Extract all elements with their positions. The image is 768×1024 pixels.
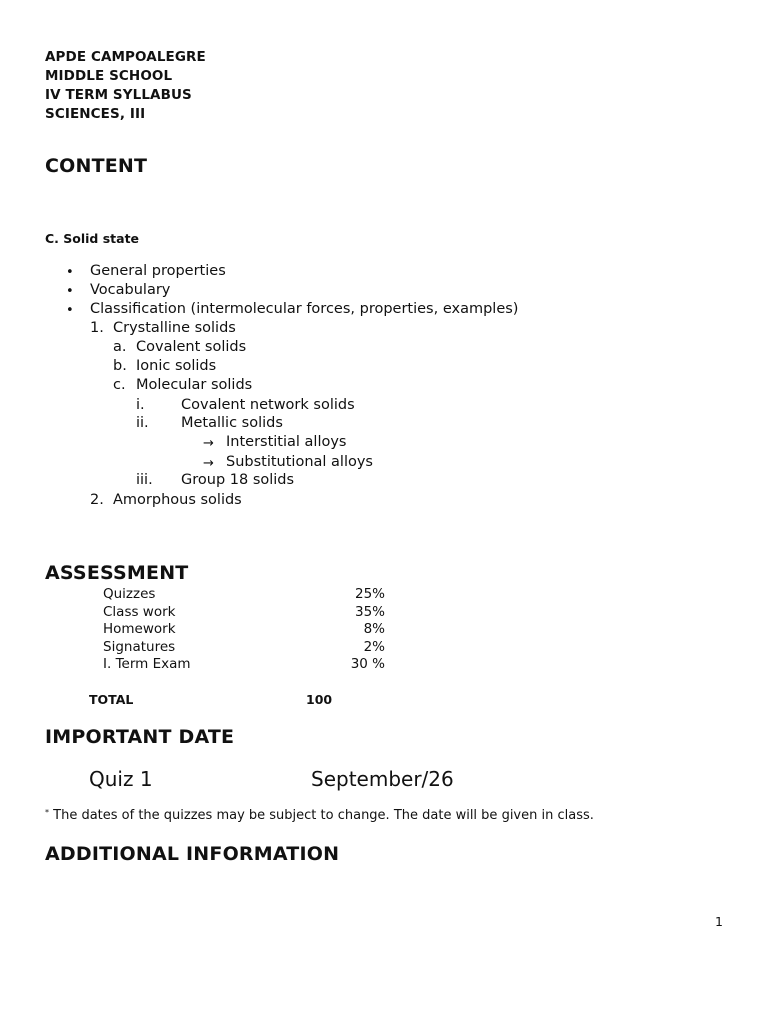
assessment-value: 25% — [354, 586, 385, 602]
assessment-value: 8% — [363, 621, 385, 637]
subject-name: SCIENCES, III — [45, 106, 146, 122]
assessment-label: Homework — [103, 621, 176, 637]
bullet-icon: • — [66, 284, 74, 299]
date-change-note — [45, 808, 594, 823]
school-name: APDE CAMPOALEGRE — [45, 49, 206, 65]
table-row — [103, 604, 385, 622]
content-heading: CONTENT — [45, 155, 148, 177]
assessment-label: I. Term Exam — [103, 656, 191, 672]
bullet-icon: • — [66, 303, 74, 318]
list-item: Group 18 solids — [181, 472, 295, 488]
table-row — [103, 586, 385, 604]
arrow-right-icon: → — [203, 456, 214, 471]
assessment-value: 35% — [354, 603, 385, 620]
important-date-heading: IMPORTANT DATE — [45, 726, 235, 748]
list-item: General properties — [90, 263, 226, 279]
syllabus-term: IV TERM SYLLABUS — [45, 87, 192, 103]
list-item: Covalent solids — [136, 339, 247, 355]
list-item: Vocabulary — [90, 282, 171, 298]
list-item: Interstitial alloys — [226, 434, 347, 450]
school-header — [45, 48, 206, 124]
table-row — [103, 639, 385, 657]
quiz-date: September/26 — [311, 767, 454, 791]
table-row — [103, 621, 385, 639]
list-item: Metallic solids — [181, 415, 283, 431]
note-text: The dates of the quizzes may be subject to change. The date will be given in class. — [49, 808, 594, 823]
list-item: Ionic solids — [136, 358, 217, 374]
list-marker: i. — [136, 397, 145, 413]
quiz-label: Quiz 1 — [89, 767, 153, 791]
total-label: TOTAL — [89, 692, 134, 707]
assessment-label: Signatures — [103, 638, 176, 655]
assessment-heading: ASSESSMENT — [45, 562, 189, 584]
school-level: MIDDLE SCHOOL — [45, 68, 173, 84]
list-item: Molecular solids — [136, 377, 253, 393]
page-number: 1 — [715, 914, 723, 929]
assessment-value: 2% — [363, 638, 385, 655]
list-item: Covalent network solids — [181, 397, 355, 413]
additional-info-heading: ADDITIONAL INFORMATION — [45, 843, 340, 865]
list-marker: a. — [113, 339, 127, 355]
list-marker: iii. — [136, 472, 153, 488]
arrow-right-icon: → — [203, 436, 214, 451]
list-marker: b. — [113, 358, 127, 374]
list-item: Classification (intermolecular forces, properties, examples) — [90, 301, 519, 317]
assessment-value: 30 % — [350, 656, 385, 672]
table-row — [103, 656, 385, 674]
assessment-label: Class work — [103, 603, 176, 620]
list-marker: 2. — [90, 492, 104, 508]
list-item: Crystalline solids — [113, 320, 236, 336]
total-value: 100 — [306, 692, 333, 707]
section-title: C. Solid state — [45, 231, 140, 246]
list-item: Amorphous solids — [113, 492, 242, 508]
note-asterisk: * — [45, 808, 49, 817]
assessment-label: Quizzes — [103, 586, 156, 602]
list-item: Substitutional alloys — [226, 454, 373, 470]
list-marker: c. — [113, 377, 126, 393]
list-marker: ii. — [136, 415, 149, 431]
assessment-table — [103, 586, 385, 674]
list-marker: 1. — [90, 320, 104, 336]
bullet-icon: • — [66, 265, 74, 280]
